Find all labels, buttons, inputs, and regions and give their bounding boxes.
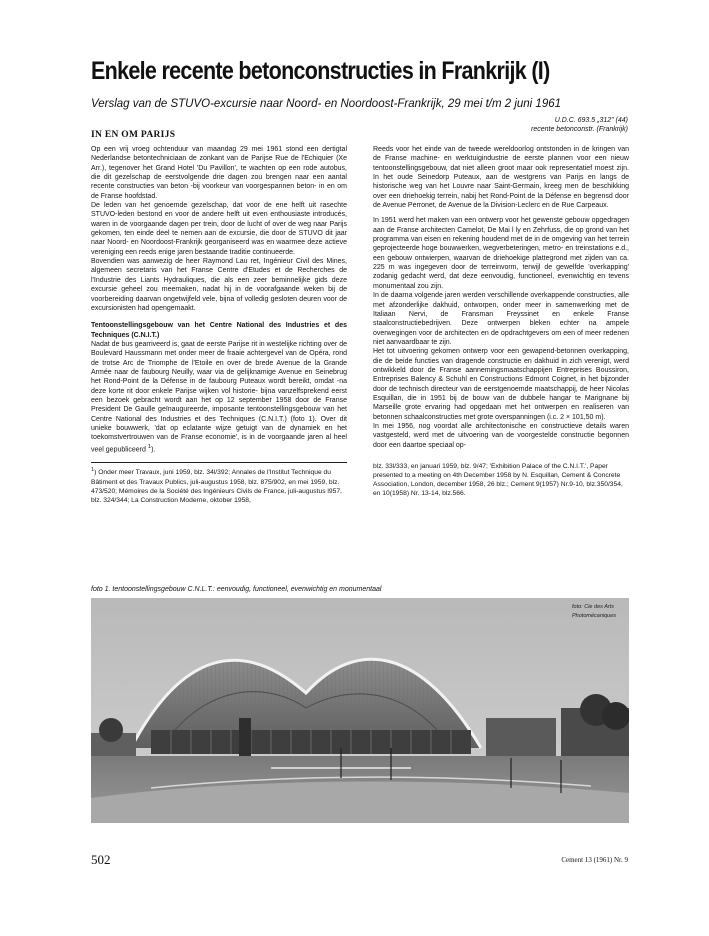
- photo-credit-line: foto: Cie des Arts: [572, 604, 614, 610]
- udc-classification: [531, 116, 628, 134]
- footnote-text: ) Onder meer Travaux, juni 1959, blz. 34l/392; Annales de l'Institut Technique du Bâtiment et des Travaux Publics, juli-augustus 1958, blz. 875/902, en mei 1959, blz. 473/520; Mémoires de la Société des Ingénieurs Civils de France, juli-augustus l957, blz. 324/344; La Construction Moderne, oktober 1958,: [91, 469, 342, 504]
- footnote-continuation: blz. 33l/333, en januari 1959, blz. 9/47; 'Exhibition Palace of the C.N.I.T.', Paper presented to a meeting on 4th December 1958 by N. Esquillan, Cement & Concrete Association, London, december 1958, 26 blz.; Cement 9(1957) Nr.9-10, blz.350/354, en 10(1958) Nr. 13-14, blz.566.: [373, 463, 623, 497]
- udc-code: U.D.C. 693.5 „312" (44): [554, 117, 628, 124]
- article-title: Enkele recente betonconstructies in Frankrijk (I): [91, 57, 550, 85]
- paragraph: In de daarna volgende jaren werden verschillende overkappende constructies, alle met afzonderlijke dakhuid, ontworpen, onder meer in samenwerking met de Italiaan Nervi, de Fransman Freyssinet en enkele Franse staalconstructiebedrijven. Deze ontwerpen bleken echter na ampele overwegingen voor de architecten en de opdrachtgevers om een of meer redenen niet aanvaardbaar te zijn.: [373, 292, 629, 346]
- paragraph: In mei 1956, nog voordat alle architectonische en constructieve details waren vastgesteld, werd met de uitvoering van de voorgestelde constructie begonnen door een daartoe speciaal op-: [373, 422, 629, 449]
- paragraph: In 1951 werd het maken van een ontwerp voor het gewenste gebouw opgedragen aan de Franse architecten Camelot, De Mai l ly en Zehrfuss, die op grond van het programma van eisen en rekening houdend met de in de omgeving van het terrein geprojecteerde hoge bouwwerken, wegverbeteringen, metro- en treinstations e.d., een gebouw ontwierpen, waarvan de driehoekige plattegrond met zijden van ca. 225 m was ingegeven door de terreinvorm, terwijl de gewelfde 'overkapping' zodanig gedacht werd, dat deze eenvoudig, functioneel, evenwichtig en tevens monumentaal zou zijn.: [373, 217, 629, 290]
- paragraph: Bovendien was aanwezig de heer Raymond Lau ret, Ingénieur Civil des Mines, algemeen secretaris van het Franse Centre d'Etudes et de Recherches de l'Industrie des Liants Hydrauliques, die als een zeer beminnelijke gids deze excursie geheel zou meemaken, nadat hij in de voorafgaande weken bij de voorbereiding daarvan ongetwijfeld vele, bijna of volledig gesloten deuren voor de excursionisten had opengemaakt.: [91, 258, 347, 312]
- paragraph: Reeds voor het einde van de tweede wereldoorlog ontstonden in de kringen van de Franse machine- en werktuigindustrie de eerste plannen voor een nieuw tentoonstellingsgebouw, dat niet alleen groot maar ook representatief moest zijn. In het oude Seinedorp Puteaux, aan de westgrens van Parijs en langs de historische weg van het Louvre naar Saint-Germain, kreeg men de beschikking over een driehoekig terrein, nabij het Rond-Point de la Défense en begrensd door de Avenue Perronet, de Avenue de la Division-Leclerc en de Rue Carpeaux.: [373, 146, 629, 210]
- footnote-marker: 1: [91, 467, 95, 474]
- photo-caption: foto 1. tentoonstellingsgebouw C.N.L.T.: eenvoudig, functioneel, evenwichtig en monumentaal: [91, 586, 382, 593]
- paragraph: De leden van het genoemde gezelschap, dat voor de ene helft uit rasechte STUVO-leden bestond en voor de andere helft uit even enthousiaste introducés, waren in de voorgaande dagen per trein, door de lucht of over de weg naar Parijs gekomen, ten einde deel te nemen aan de excursie, die door de STUVO dit jaar naar Noord- en Noordoost-Frankrijk georganiseerd was en waarmee deze actieve vereniging een reeds enige jaren bestaande traditie continueerde.: [91, 202, 347, 256]
- photo-credit: [572, 603, 616, 621]
- footnote-divider: [91, 462, 347, 463]
- cnit-building-illustration: [91, 598, 629, 823]
- paragraph: Het tot uitvoering gekomen ontwerp voor een gewapend-betonnen overkapping, die de beide functies van dragende constructie en dakhuid in zich verenigt, werd ontwikkeld door de Franse aannemingsmaatschappijen Entreprises Boussiron, Entreprises Balency & Schuhl en Constructions Edmont Coignet, in het bijzonder door de technisch directeur van de eerstgenoemde maatschappij, de heer Nicolas Esquillan, die in 1951 bij de bouw van de dubbele hangar te Marignane bij Marseille grote ervaring had opgedaan met het ontwerpen en realiseren van betonnen schaalconstructies met grote overspanningen (i.c. 2 × 101,50 m).: [373, 348, 629, 421]
- udc-topic: recente betonconstr. (Frankrijk): [531, 126, 628, 133]
- journal-reference: Cement 13 (1961) Nr. 9: [561, 856, 628, 864]
- footnote-reference: 1: [147, 443, 152, 450]
- paragraph: Op een vrij vroeg ochtenduur van maandag 29 mei 1961 stond een dertigtal Nederlandse betontechniciaan de zonkant van de Parijse Rue de l'Echiquier (Xe Arr.), tegenover het Grand Hotel 'Du Pavillon', te wachten op een rode autobus, die dit gezelschap de eerstvolgende drie dagen zou brengen naar een aantal recente constructies van beton -bij voorkeur van voorgespannen beton- in en om de Franse hoofdstad.: [91, 146, 347, 200]
- paragraph-end: ).: [151, 445, 156, 453]
- article-subtitle: Verslag van de STUVO-excursie naar Noord- en Noordoost-Frankrijk, 29 mei t/m 2 juni 1961: [91, 98, 562, 110]
- page-number: 502: [91, 852, 111, 867]
- cnit-building-photo: [91, 598, 629, 823]
- paragraph: [91, 340, 347, 454]
- photo-credit-line: Photomécaniques: [572, 613, 617, 619]
- right-column: [373, 145, 629, 498]
- section-heading: IN EN OM PARIJS: [91, 130, 176, 140]
- subheading: Tentoonstellingsgebouw van het Centre National des Industries et des Techniques (C.N.I.T.): [91, 322, 347, 339]
- footnote: [91, 466, 347, 504]
- left-column: [91, 145, 347, 505]
- paragraph-text: Nadat de bus gearriveerd is, gaat de eerste Parijse rit in westelijke richting over de Boulevard Haussmann met onder meer de fraaie achtergevel van de Opéra, rond de trotse Arc de Triomphe de l'Etoile en over de brede Avenue de la Grande Armée naar de faubourg Neuilly, waar via de gelijknamige Avenue en Seinebrug het Rond-Point de la Défense in de faubourg Puteaux wordt bereikt, omdat -na deze korte rit door enkele Parijse wijken vol historie- bijna vanzelfsprekend eerst een bezoek gebracht wordt aan het op 12 september 1958 door de Franse President De Gaulle geïnaugureerde, imposante tentoonstellingsgebouw van het Centre National des Industries et des Techniques (C.N.I.T.) (foto 1). Over dit unieke bouwwerk, 'dat op eclatante wijze getuigt van de dynamiek en het toekomstvertrouwen van de Franse economie', is in de voorgaande jaren al heel veel gepubliceerd: [91, 340, 347, 453]
